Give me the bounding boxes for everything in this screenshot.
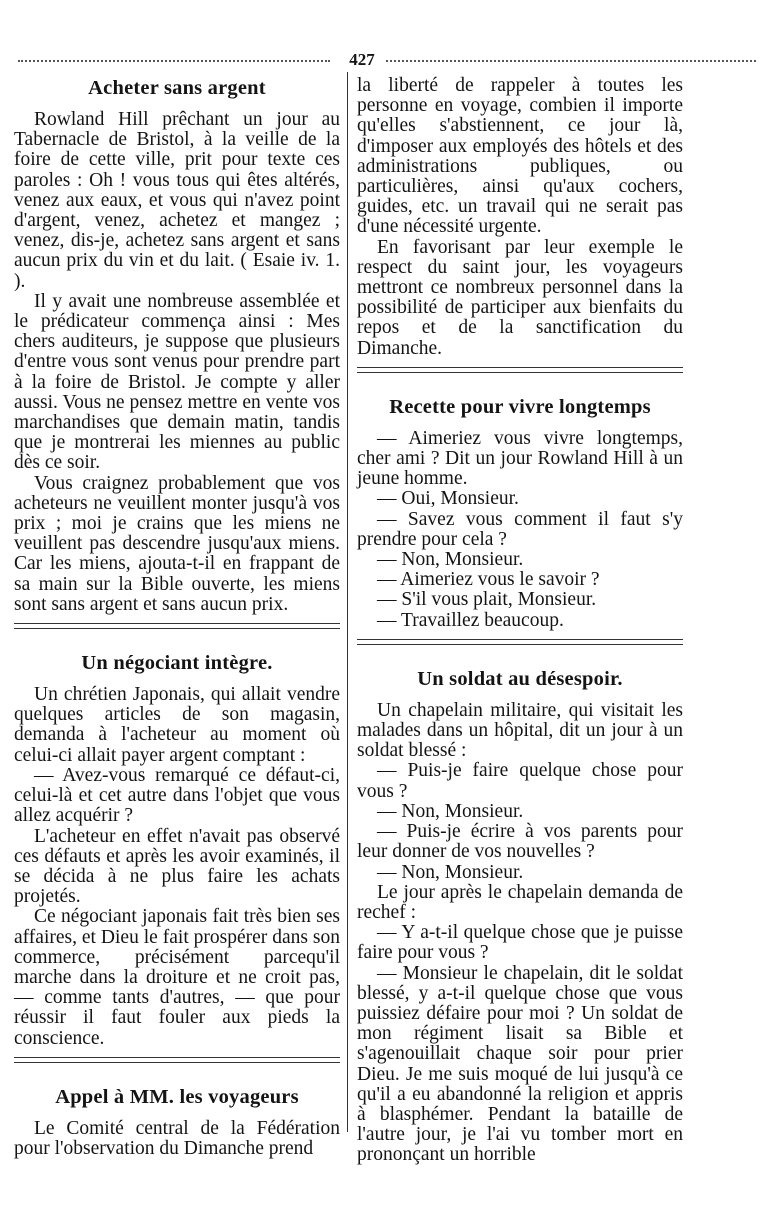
article-title: Recette pour vivre longtemps	[389, 395, 651, 418]
article-negociant-integre	[14, 651, 340, 1049]
paragraph: — Puis-je faire quelque chose pour vous ?	[357, 760, 683, 802]
paragraph: Le Comité central de la Fédération pour l'observation du Dimanche prend	[14, 1117, 340, 1159]
article-acheter-sans-argent	[14, 76, 340, 615]
section-rule	[357, 367, 683, 373]
paragraph: — Monsieur le chapelain, dit le soldat blessé, y a-t-il quelque chose que vous puissiez défaire pour moi ? Un soldat de mon régiment lisait sa Bible et s'agenouillait chaque soir pour prier Dieu. Je me suis moqué de lui jusqu'à ce qu'il a eu abandonné la religion et appris à blasphémer. Pendant la bataille de l'autre jour, je l'ai vu tomber mort en prononçant un horrible	[357, 962, 683, 1166]
column-divider	[347, 72, 348, 1132]
paragraph: — Aimeriez vous vivre longtemps, cher ami ? Dit un jour Rowland Hill à un jeune homme.	[357, 427, 683, 490]
article-soldat-desespoir	[357, 667, 683, 1166]
paragraph: — Savez vous comment il faut s'y prendre pour cela ?	[357, 508, 683, 550]
article-appel-voyageurs-continued	[357, 76, 683, 359]
right-column	[357, 76, 683, 1166]
paragraph: Le jour après le chapelain demanda de rechef :	[357, 881, 683, 923]
paragraph: — S'il vous plait, Monsieur.	[377, 589, 597, 611]
paragraph: Vous craignez probablement que vos acheteurs ne veuillent monter jusqu'à vos prix ; moi je crains que les miens ne veuillent pas descendre jusqu'aux miens. Car les miens, ajouta-t-il en frappant de sa main sur la Bible ouverte, les miens sont sans argent et sans aucun prix.	[14, 472, 340, 615]
paragraph: — Non, Monsieur.	[377, 549, 524, 571]
paragraph: — Non, Monsieur.	[377, 861, 524, 883]
paragraph: la liberté de rappeler à toutes les personne en voyage, combien il importe qu'elles s'abstiennent, ce jour là, d'imposer aux employés des hôtels et des administrations publiques, ou particulières, ainsi qu'aux cochers, guides, etc. un travail qui ne serait pas d'une nécessité urgente.	[357, 75, 683, 238]
paragraph: Il y avait une nombreuse assemblée et le prédicateur commença ainsi : Mes chers auditeurs, je suppose que plusieurs d'entre vous sont venus pour prendre part à la foire de Bristol. Je compte y aller aussi. Vous ne pensez mettre en vente vos marchandises que demain matin, tandis que je montrerai les miennes au public dès ce soir.	[14, 290, 340, 474]
article-appel-voyageurs	[14, 1085, 340, 1159]
paragraph: Un chapelain militaire, qui visitait les malades dans un hôpital, dit un jour à un soldat blessé :	[357, 699, 683, 762]
paragraph: Rowland Hill prêchant un jour au Tabernacle de Bristol, à la veille de la foire de cette ville, prit pour texte ces paroles : Oh ! vous tous qui êtes altérés, venez aux eaux, et vous qui n'avez point d'argent, venez, achetez et mangez ; venez, dis-je, achetez sans argent et sans aucun prix du vin et du lait. ( Esaie iv. 1. ).	[14, 109, 340, 292]
paragraph: — Y a-t-il quelque chose que je puisse faire pour vous ?	[357, 922, 683, 964]
paragraph: — Puis-je écrire à vos parents pour leur donner de vos nouvelles ?	[357, 821, 683, 863]
section-rule	[357, 639, 683, 645]
paragraph: — Travaillez beaucoup.	[377, 609, 564, 631]
header-ornament-right	[386, 60, 756, 62]
article-title: Un soldat au désespoir.	[417, 667, 623, 690]
article-recette-vivre-longtemps	[357, 395, 683, 631]
section-rule	[14, 1057, 340, 1063]
article-title: Appel à MM. les voyageurs	[55, 1085, 299, 1108]
paragraph: — Non, Monsieur.	[377, 800, 524, 822]
left-column	[14, 76, 340, 1159]
paragraph: — Aimeriez vous le savoir ?	[377, 569, 600, 591]
page-header	[18, 50, 756, 72]
paragraph: Ce négociant japonais fait très bien ses affaires, et Dieu le fait prospérer dans son commerce, précisément parcequ'il marche dans la droiture et ne croit pas, — comme tants d'autres, — que pour réussir il faut fouler aux pieds la conscience.	[14, 906, 340, 1049]
paragraph: — Avez-vous remarqué ce défaut-ci, celui-là et cet autre dans l'objet que vous allez acquérir ?	[14, 764, 340, 827]
paragraph: En favorisant par leur exemple le respect du saint jour, les voyageurs mettront ce nombreux personnel dans la possibilité de participer aux bienfaits du repos et de la sanctification du Dimanche.	[357, 236, 683, 359]
article-title: Acheter sans argent	[88, 77, 266, 99]
page-number: 427	[349, 50, 375, 69]
article-title: Un négociant intègre.	[81, 652, 273, 675]
header-ornament-left	[18, 60, 330, 62]
paragraph: L'acheteur en effet n'avait pas observé ces défauts et après les avoir examinés, il se décida à ne plus faire les achats projetés.	[14, 825, 340, 908]
section-rule	[14, 623, 340, 629]
paragraph: — Oui, Monsieur.	[377, 488, 519, 510]
paragraph: Un chrétien Japonais, qui allait vendre quelques articles de son magasin, demanda à l'acheteur au moment où celui-ci allait payer argent comptant :	[14, 684, 340, 766]
